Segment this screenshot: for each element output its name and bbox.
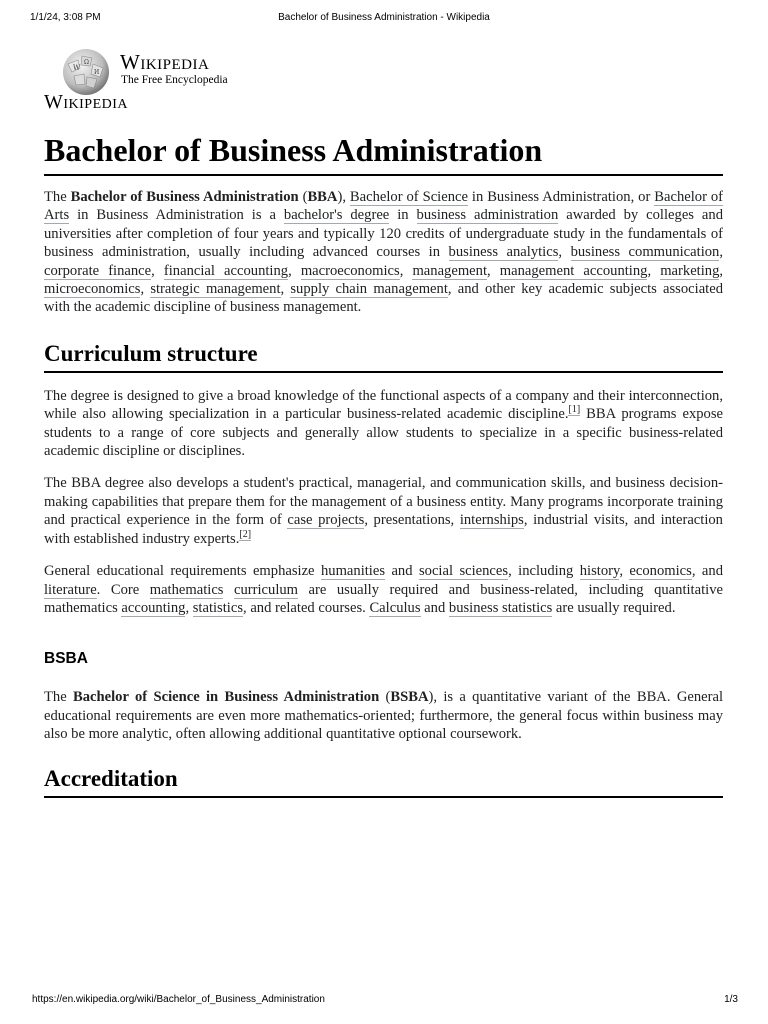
link-strategic-management[interactable]: strategic management [150, 281, 281, 298]
link-business-analytics[interactable]: business analytics [448, 244, 559, 261]
link-corporate-finance[interactable]: corporate finance [44, 262, 152, 279]
svg-text:W: W [73, 64, 81, 72]
link-social-sciences[interactable]: social sciences [418, 563, 509, 580]
page-title: Bachelor of Business Administration [44, 124, 723, 176]
link-humanities[interactable]: humanities [320, 563, 386, 580]
curriculum-paragraph-3: General educational requirements emphasize humanities and social sciences, including history, economics, and literature. Core mathematics curriculum are usually required and business-related, including quantitative mathematics accounting, statistics, and related courses. Calculus and business statistics are usually required. [44, 563, 724, 616]
print-title: Bachelor of Business Administration - Wikipedia [278, 12, 490, 23]
intro-paragraph: The Bachelor of Business Administration (BBA), Bachelor of Science in Business Administration, or Bachelor of Arts in Business Administration is a bachelor's degree in business administration awarded by colleges and universities after completion of four years and typically 120 credits of undergraduate study in the fundamentals of business administration, usually including advanced courses in business analytics, business communication, corporate finance, financial accounting, macroeconomics, management, management accounting, marketing, microeconomics, strategic management, supply chain management, and other key academic subjects associated with the academic discipline of business management. [44, 189, 724, 316]
subsection-heading-bsba: BSBA [44, 650, 88, 668]
section-heading-curriculum: Curriculum structure [44, 339, 723, 373]
bold-term: BSBA [390, 689, 429, 706]
link-management[interactable]: management [412, 262, 488, 279]
section-heading-accreditation: Accreditation [44, 764, 723, 798]
link-business-statistics[interactable]: business statistics [448, 599, 553, 616]
article-content [44, 124, 723, 798]
link-calculus[interactable]: Calculus [369, 599, 421, 616]
bold-term: Bachelor of Business Administration [70, 189, 299, 205]
print-date: 1/1/24, 3:08 PM [30, 12, 101, 23]
wikipedia-tagline: The Free Encyclopedia [121, 74, 228, 86]
link-marketing[interactable]: marketing [660, 262, 720, 279]
link-business-administration[interactable]: business administration [416, 207, 559, 224]
link-literature[interactable]: literature [44, 581, 97, 598]
wikipedia-logo[interactable] [60, 44, 260, 98]
wikipedia-wordmark: Wikipedia [120, 50, 210, 74]
reference-2[interactable]: [2] [239, 528, 252, 540]
bold-term: Bachelor of Science in Business Administration [73, 689, 380, 706]
wikipedia-wordmark-small: Wikipedia [44, 91, 129, 113]
link-curriculum[interactable]: curriculum [234, 581, 299, 598]
link-bachelor-of-science[interactable]: Bachelor of Science [349, 189, 468, 205]
link-economics[interactable]: economics [629, 563, 692, 580]
print-page-number: 1/3 [724, 994, 738, 1005]
curriculum-paragraph-1: The degree is designed to give a broad knowledge of the functional aspects of a company and their interconnection, while also allowing specialization in a particular business-related academic discipline.[1] BBA programs expose students to a range of core subjects and generally allow students to specialize in a specific business-related academic discipline or disciplines. [44, 387, 724, 460]
link-internships[interactable]: internships [459, 512, 524, 529]
link-bachelors-degree[interactable]: bachelor's degree [283, 207, 390, 224]
link-mathematics[interactable]: mathematics [149, 581, 224, 598]
print-footer [0, 994, 768, 1008]
link-case-projects[interactable]: case projects [287, 512, 365, 529]
link-management-accounting[interactable]: management accounting [499, 262, 648, 279]
print-header [0, 12, 768, 26]
svg-text:И: И [94, 69, 100, 76]
svg-text:Ω: Ω [84, 59, 89, 66]
link-accounting[interactable]: accounting [121, 599, 186, 616]
link-microeconomics[interactable]: microeconomics [44, 281, 141, 298]
print-url: https://en.wikipedia.org/wiki/Bachelor_of_Business_Administration [32, 994, 325, 1005]
bold-term: BBA [307, 189, 338, 205]
reference-1[interactable]: [1] [568, 404, 581, 416]
link-supply-chain-management[interactable]: supply chain management [290, 281, 448, 298]
link-macroeconomics[interactable]: macroeconomics [300, 262, 400, 279]
link-bachelor-of-arts[interactable]: Bachelor of Arts [44, 189, 724, 224]
link-statistics[interactable]: statistics [192, 599, 244, 616]
link-history[interactable]: history [579, 563, 620, 580]
link-financial-accounting[interactable]: financial accounting [163, 262, 289, 279]
curriculum-paragraph-2: The BBA degree also develops a student's practical, managerial, and communication skills, and business decision-making capabilities that prepare them for the management of a business entity. Many programs incorporate training and practical experience in the form of case projects, presentations, internships, industrial visits, and interaction with established industry experts.[2] [44, 475, 723, 547]
bsba-paragraph: The Bachelor of Science in Business Administration (BSBA), is a quantitative variant of the BBA. General educational requirements are even more mathematics-oriented; furthermore, the general focus within business may also be more analytic, often allowing additional quantitative optional coursework. [44, 689, 723, 743]
link-business-communication[interactable]: business communication [570, 244, 720, 261]
